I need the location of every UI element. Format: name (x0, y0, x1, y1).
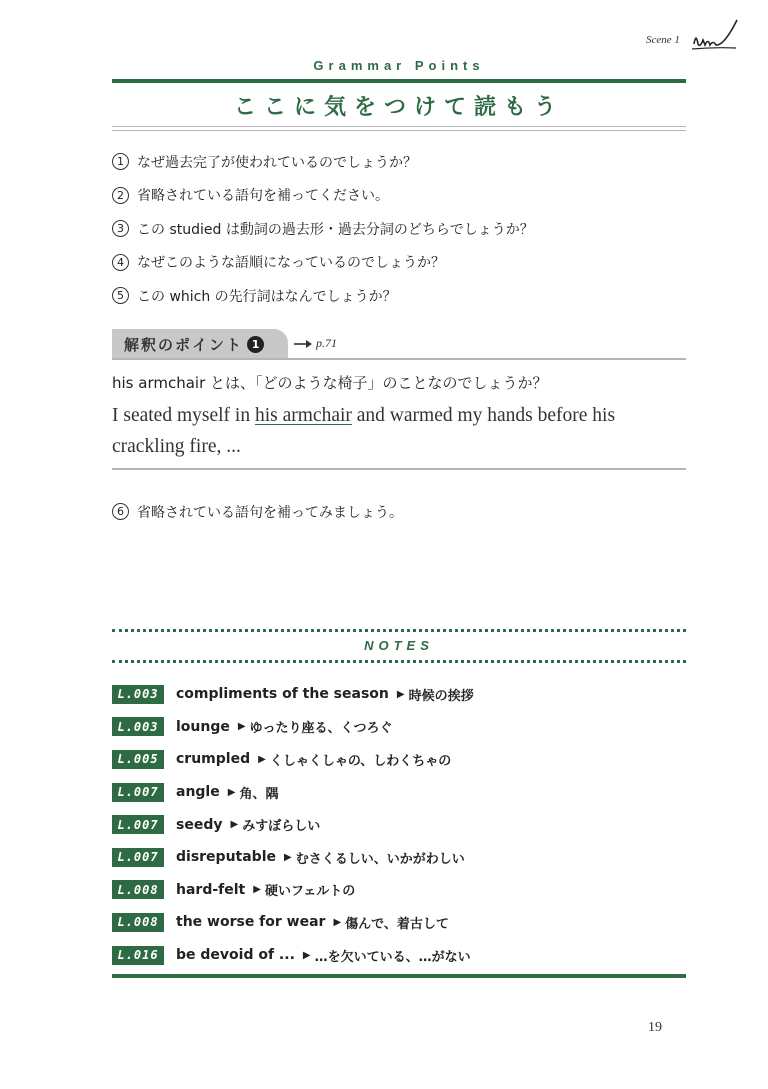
question-item (112, 145, 692, 179)
note-meaning: …を欠いている、…がない (314, 949, 471, 965)
triangle-right-icon: ▶ (396, 688, 405, 700)
note-term: crumpled (176, 751, 251, 768)
notes-list (112, 678, 692, 971)
triangle-right-icon: ▶ (333, 916, 342, 928)
note-meaning: 硬いフェルトの (264, 884, 356, 900)
question-text: 省略されている語句を補ってください。 (137, 188, 389, 205)
triangle-right-icon: ▶ (253, 884, 261, 896)
page-number: 19 (648, 1020, 662, 1035)
note-item (112, 808, 692, 841)
point-bottom-rule (112, 468, 686, 470)
line-badge: L.008 (112, 880, 164, 899)
line-badge: L.003 (112, 717, 164, 736)
question-number: 4 (112, 254, 129, 271)
note-item (112, 678, 692, 711)
note-meaning: むさくるしい、いかがわしい (295, 851, 465, 867)
heading-rule-2 (112, 130, 686, 131)
question-text: 省略されている語句を補ってみましょう。 (137, 504, 403, 521)
note-term: disreputable (176, 849, 276, 866)
notes-dotted-rule-top (112, 629, 686, 632)
note-meaning: 時候の挨拶 (408, 688, 474, 704)
note-term: the worse for wear (176, 914, 326, 931)
note-item (112, 874, 692, 907)
note-item (112, 939, 692, 972)
note-meaning: 角、隅 (239, 786, 279, 802)
note-item (112, 711, 692, 744)
note-meaning: みすぼらしい (242, 819, 321, 835)
line-badge: L.005 (112, 750, 164, 769)
line-badge: L.003 (112, 685, 164, 704)
question-number: 6 (112, 503, 129, 520)
note-meaning: 傷んで、着古して (345, 916, 449, 932)
note-term: seedy (176, 816, 223, 833)
triangle-right-icon: ▶ (284, 851, 292, 863)
question-text: なぜ過去完了が使われているのでしょうか？ (137, 154, 417, 171)
note-term: angle (176, 784, 220, 801)
header-rule (112, 79, 686, 83)
line-badge: L.007 (112, 815, 164, 834)
sentence-text: I seated myself in (112, 405, 255, 426)
note-meaning: くしゃくしゃの、しわくちゃの (269, 753, 452, 769)
underlined-phrase: his armchair (254, 405, 352, 426)
triangle-right-icon: ▶ (258, 753, 266, 765)
question-number: 5 (112, 287, 129, 304)
note-term: be devoid of ... (176, 947, 295, 964)
notes-title: NOTES (364, 638, 434, 653)
footer-rule (112, 974, 686, 978)
point-label: 解釈のポイント (124, 335, 244, 354)
line-badge: L.007 (112, 848, 164, 867)
line-badge: L.007 (112, 783, 164, 802)
question-item (112, 495, 403, 529)
note-term: compliments of the season (176, 686, 389, 703)
sentence-text: and warmed my hands before his crackling fire, ... (112, 405, 616, 457)
note-term: hard-felt (176, 881, 246, 898)
scene-signature-logo (690, 18, 740, 58)
question-number: 2 (112, 187, 129, 204)
triangle-right-icon: ▶ (227, 786, 236, 798)
point-english-sentence (112, 400, 690, 462)
note-item (112, 743, 692, 776)
question-number: 3 (112, 220, 129, 237)
line-badge: L.008 (112, 913, 164, 932)
question-list (112, 145, 692, 313)
page-reference (294, 336, 337, 351)
note-term: lounge (176, 718, 230, 735)
question-item (112, 179, 692, 213)
note-item (112, 776, 692, 809)
triangle-right-icon: ▶ (237, 721, 246, 733)
question-item (112, 212, 692, 246)
question-text: この studied は動詞の過去形・過去分詞のどちらでしょうか？ (137, 221, 534, 238)
arrow-right-icon (294, 339, 314, 349)
question-text: この which の先行詞はなんでしょうか？ (137, 288, 397, 305)
point-top-rule (112, 358, 686, 360)
note-item (112, 906, 692, 939)
note-item (112, 841, 692, 874)
question-item (112, 279, 692, 313)
question-item (112, 246, 692, 280)
heading-rule-1 (112, 126, 686, 127)
scene-label: Scene 1 (646, 34, 680, 46)
question-text: なぜこのような語順になっているのでしょうか？ (137, 255, 445, 272)
section-title: Grammar Points (313, 58, 485, 73)
triangle-right-icon: ▶ (302, 949, 311, 961)
page-heading: ここに気をつけて読もう (233, 95, 564, 120)
page-reference-text: p.71 (316, 336, 337, 350)
interpretation-point-tab (112, 329, 288, 359)
line-badge: L.016 (112, 946, 164, 965)
notes-dotted-rule-bottom (112, 660, 686, 663)
question-number: 1 (112, 153, 129, 170)
point-question: his armchair とは、「どのような椅子」のことなのでしょうか？ (112, 374, 548, 392)
triangle-right-icon: ▶ (230, 819, 239, 831)
note-meaning: ゆったり座る、くつろぐ (249, 721, 393, 737)
point-number: 1 (247, 336, 264, 353)
